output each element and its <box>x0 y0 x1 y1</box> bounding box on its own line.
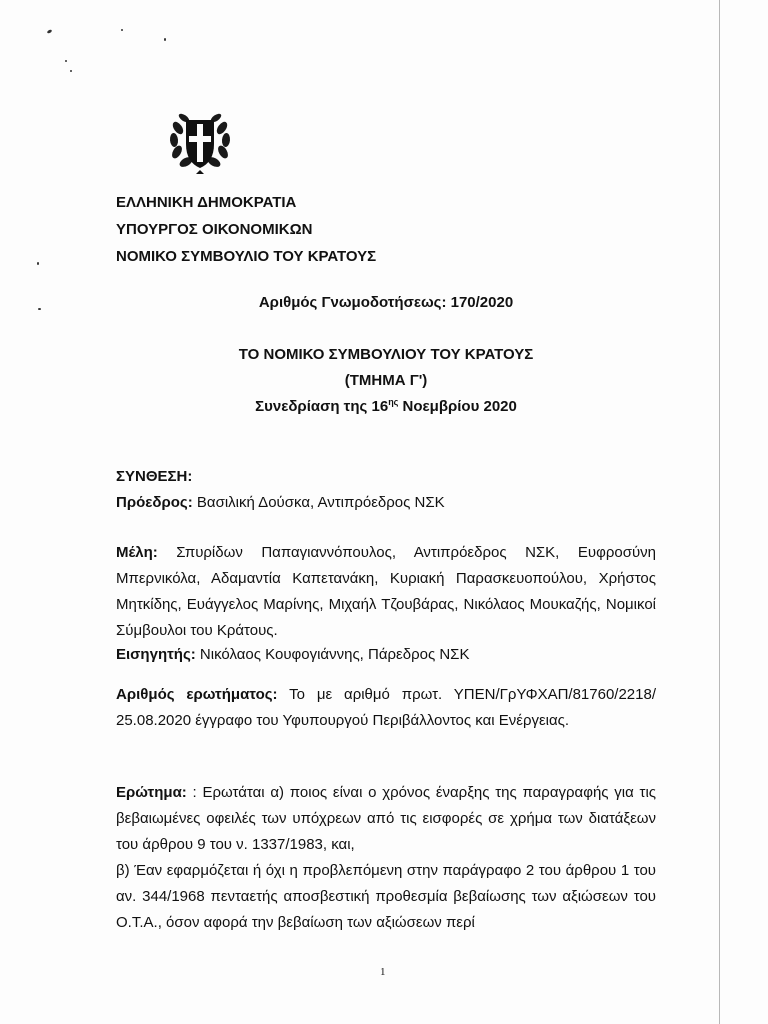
session-date-ordinal: ης <box>388 397 399 407</box>
session-date-prefix: Συνεδρίαση της 16 <box>255 398 389 415</box>
opinion-number-block <box>116 294 656 312</box>
question-part-a <box>116 780 656 858</box>
president-text: Βασιλική Δούσκα, Αντιπρόεδρος ΝΣΚ <box>192 494 445 511</box>
scan-speck <box>65 60 67 62</box>
president-line <box>116 494 656 512</box>
scan-speck <box>164 38 166 41</box>
question-section <box>116 780 656 936</box>
opinion-number: Αριθμός Γνωμοδοτήσεως: 170/2020 <box>258 294 514 311</box>
title-council: ΤΟ ΝΟΜΙΚΟ ΣΥΜΒΟΥΛΙΟΥ ΤΟΥ ΚΡΑΤΟΥΣ <box>238 346 534 363</box>
title-section: (ΤΜΗΜΑ Γ') <box>344 372 428 389</box>
query-number-text: Το με αριθμό πρωτ. ΥΠΕΝ/ΓρΥΦΧΑΠ/81760/2218/ 25.08.2020 έγγραφο του Υφυπουργού Περιβάλλοντος και Ενέργειας. <box>116 686 656 729</box>
letterhead-ministry: ΥΠΟΥΡΓΟΣ ΟΙΚΟΝΟΜΙΚΩΝ <box>116 221 313 238</box>
members-paragraph <box>116 540 656 644</box>
scan-speck <box>47 29 53 34</box>
question-part-b: β) Έαν εφαρμόζεται ή όχι η προβλεπόμενη στην παράγραφο 2 του άρθρου 1 του αν. 344/1968 πενταετής αποσβεστική προθεσμία βεβαίωσης των αξιώσεων του Ο.Τ.Α., όσον αφορά την βεβαίωση των αξιώσεων περί <box>116 862 656 931</box>
composition-section <box>116 468 656 512</box>
scan-speck <box>121 29 123 31</box>
query-number-label: Αριθμός ερωτήματος: <box>116 686 278 703</box>
members-text: Σπυρίδων Παπαγιαννόπουλος, Αντιπρόεδρος ΝΣΚ, Ευφροσύνη Μπερνικόλα, Αδαμαντία Καπετανάκη, Κυριακή Παρασκευοπούλου, Χρήστος Μητκίδης, Ευάγγελος Μαρίνης, Μιχαήλ Τζουβάρας, Νικόλαος Μουκαζής, Νομικοί Σύμβουλοι του Κράτους. <box>116 544 656 639</box>
scan-speck <box>70 70 72 72</box>
question-part-a-text: : Ερωτάται α) ποιος είναι ο χρόνος έναρξης της παραγραφής για τις βεβαιωμένες οφειλές των υπόχρεων από τις εισφορές σε χρήμα των διατάξεων του άρθρου 9 του ν. 1337/1983, και, <box>116 784 656 853</box>
query-number-section <box>116 682 656 734</box>
session-date <box>116 398 656 416</box>
scan-speck <box>37 262 39 265</box>
rapporteur-line <box>116 646 656 664</box>
page-number: 1 <box>380 966 386 978</box>
members-section <box>116 540 656 664</box>
composition-heading: ΣΥΝΘΕΣΗ: <box>116 468 193 485</box>
members-label: Μέλη: <box>116 544 158 561</box>
rapporteur-label: Εισηγητής: <box>116 646 196 663</box>
query-number-paragraph <box>116 682 656 734</box>
scan-edge-line <box>719 0 720 1024</box>
letterhead <box>116 194 656 266</box>
greek-coat-of-arms-icon <box>164 104 236 176</box>
rapporteur-text: Νικόλαος Κουφογιάννης, Πάρεδρος ΝΣΚ <box>195 646 470 663</box>
scan-speck <box>38 308 41 310</box>
question-label: Ερώτημα: <box>116 784 187 801</box>
letterhead-council: ΝΟΜΙΚΟ ΣΥΜΒΟΥΛΙΟ ΤΟΥ ΚΡΑΤΟΥΣ <box>116 248 377 265</box>
letterhead-republic: ΕΛΛΗΝΙΚΗ ΔΗΜΟΚΡΑΤΙΑ <box>116 194 297 211</box>
president-label: Πρόεδρος: <box>116 494 193 511</box>
title-block <box>116 346 656 416</box>
session-date-suffix: Νοεμβρίου 2020 <box>398 398 517 415</box>
